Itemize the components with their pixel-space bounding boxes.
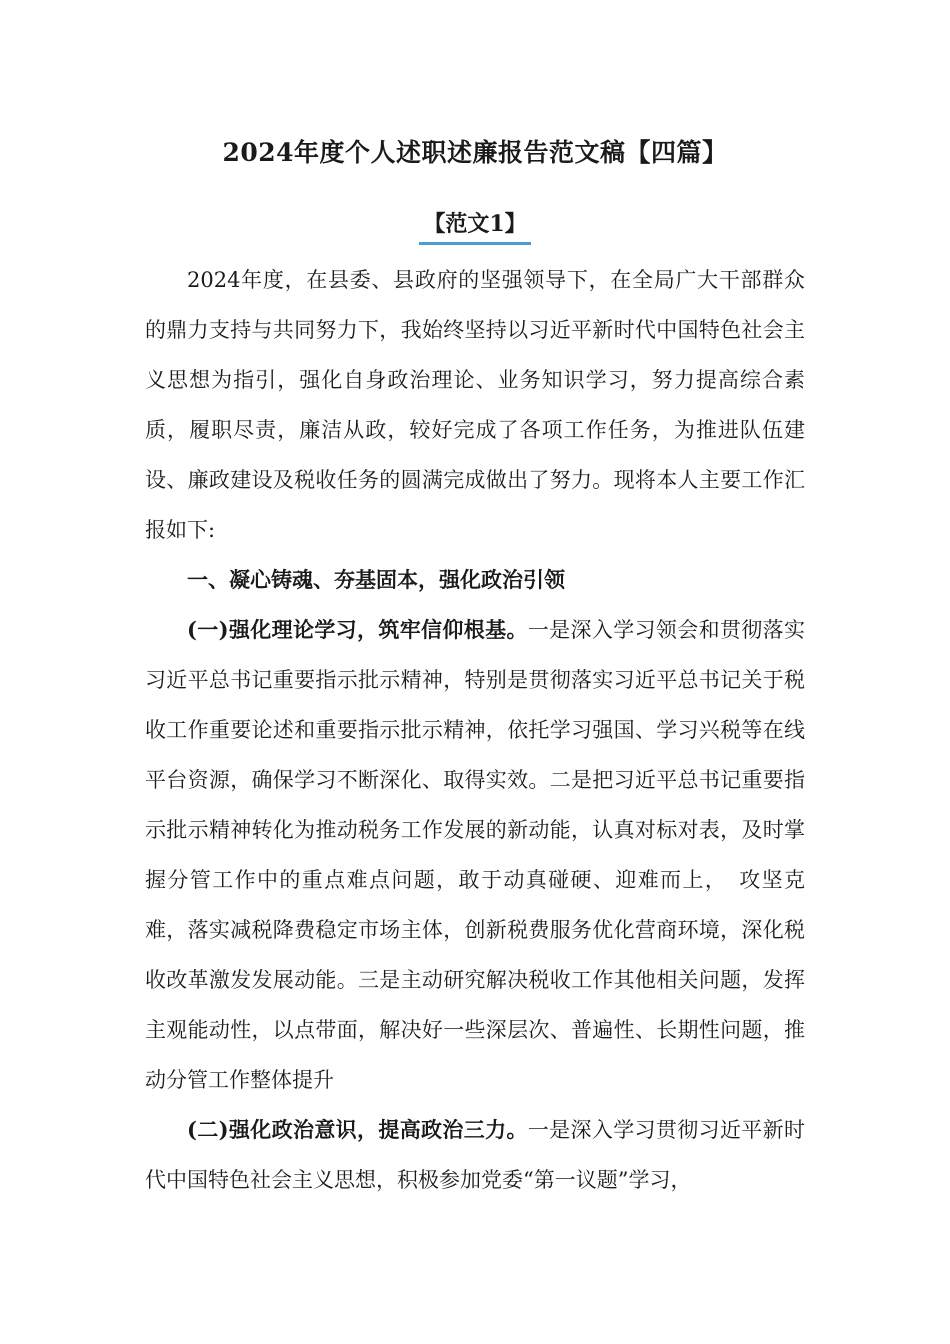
item-2-lead: (二)强化政治意识，提高政治三力。 xyxy=(187,1117,528,1142)
section-heading xyxy=(0,208,950,245)
heading-1: 一、凝心铸魂、夯基固本，强化政治引领 xyxy=(187,567,565,592)
item-1-text: 一是深入学习领会和贯彻落实习近平总书记重要指示批示精神，特别是贯彻落实习近平总书记关于税收工作重要论述和重要指示批示精神，依托学习强国、学习兴税等在线平台资源，确保学习不断深化、取得实效。二是把习近平总书记重要指示批示精神转化为推动税务工作发展的新动能，认真对标对表，及时掌握分管工作中的重点难点问题，敢于动真碰硬、迎难而上， 攻坚克难，落实减税降费稳定市场主体，创新税费服务优化营商环境，深化税收改革激发发展动能。三是主动研究解决税收工作其他相关问题，发挥主观能动性，以点带面，解决好一些深层次、普遍性、长期性问题，推动分管工作整体提升 xyxy=(145,618,806,1092)
item-2-text: 一是深入学习贯彻习近平新时代中国特色社会主义思想，积极参加党委“第一议题”学习， xyxy=(145,1118,806,1192)
item-1-paragraph xyxy=(145,605,805,1105)
section-label: 【范文1】 xyxy=(419,208,530,245)
item-1-lead: (一)强化理论学习，筑牢信仰根基。 xyxy=(187,617,528,642)
item-2-paragraph xyxy=(145,1105,805,1205)
document-title: 2024年度个人述职述廉报告范文稿【四篇】 xyxy=(222,138,728,167)
intro-paragraph: 2024年度，在县委、县政府的坚强领导下，在全局广大干部群众的鼎力支持与共同努力下，我始终坚持以习近平新时代中国特色社会主义思想为指引，强化自身政治理论、业务知识学习，努力提高综合素质，履职尽责，廉洁从政，较好完成了各项工作任务，为推进队伍建设、廉政建设及税收任务的圆满完成做出了努力。现将本人主要工作汇报如下: xyxy=(145,268,805,542)
document-body xyxy=(145,255,805,1205)
